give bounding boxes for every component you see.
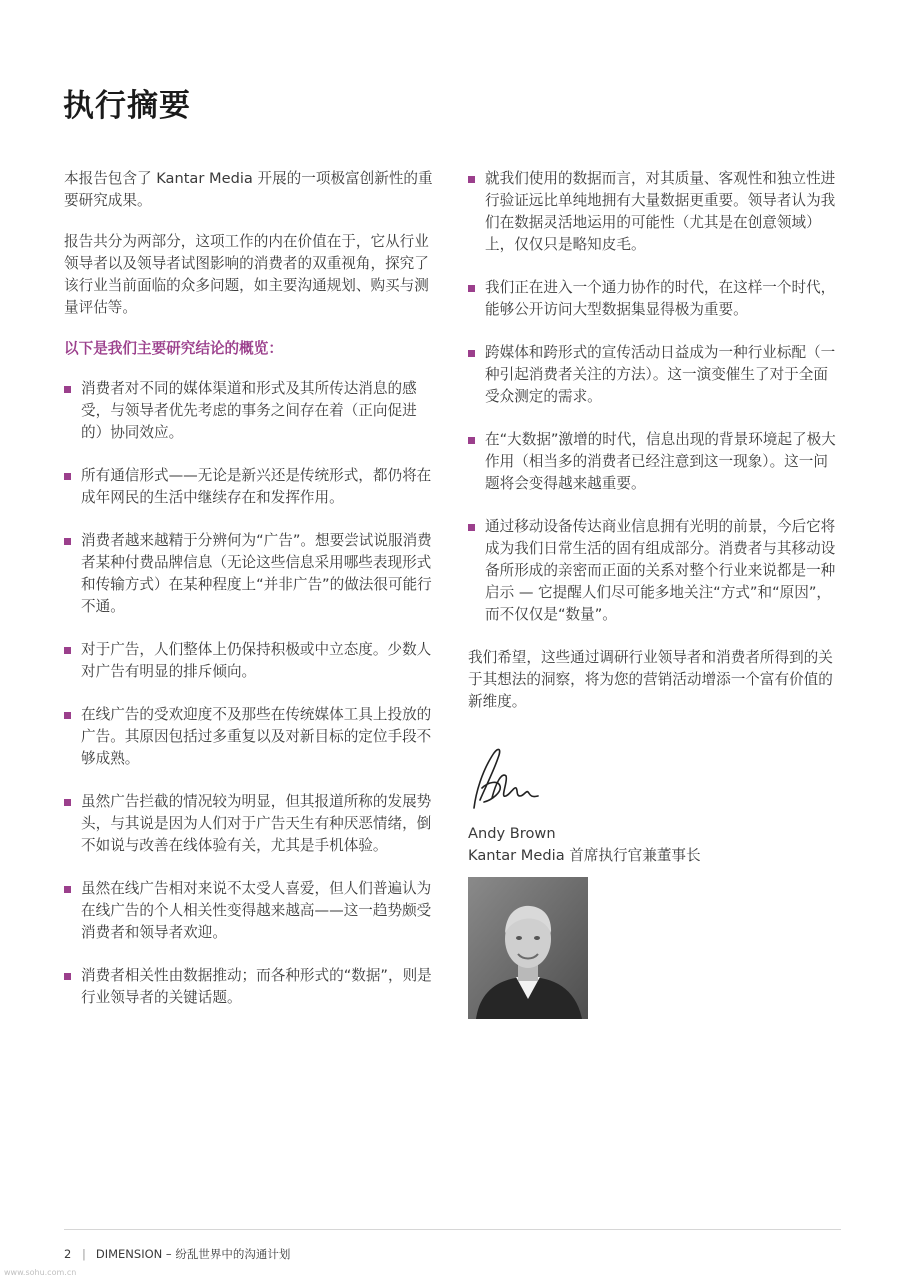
bullet-square-icon [64, 799, 71, 806]
list-item-text: 我们正在进入一个通力协作的时代，在这样一个时代，能够公开访问大型数据集显得极为重要。 [485, 279, 836, 318]
signature-icon [468, 742, 548, 814]
bullet-square-icon [64, 473, 71, 480]
list-item [468, 168, 838, 256]
closing-paragraph: 我们希望，这些通过调研行业领导者和消费者所得到的关于其想法的洞察，将为您的营销活动增添一个富有价值的新维度。 [468, 649, 833, 710]
footer [64, 1246, 290, 1262]
list-item-text: 跨媒体和跨形式的宣传活动日益成为一种行业标配（一种引起消费者关注的方法）。这一演变催生了对于全面受众测定的需求。 [485, 344, 836, 405]
right-column [468, 168, 838, 732]
bullet-square-icon [64, 886, 71, 893]
list-item-text: 消费者对不同的媒体渠道和形式及其所传达消息的感受，与领导者优先考虑的事务之间存在着（正向促进的）协同效应。 [81, 380, 417, 441]
list-item-text: 虽然在线广告相对来说不太受人喜爱，但人们普遍认为在线广告的个人相关性变得越来越高——这一趋势颇受消费者和领导者欢迎。 [81, 880, 432, 941]
list-item [64, 465, 434, 509]
bullet-square-icon [468, 285, 475, 292]
footer-separator: | [82, 1247, 86, 1261]
list-item [64, 378, 434, 444]
intro-paragraph: 本报告包含了 Kantar Media 开展的一项极富创新性的重要研究成果。 [64, 170, 433, 209]
footer-divider [64, 1229, 841, 1230]
list-item [468, 429, 838, 495]
list-item [64, 965, 434, 1009]
signer-title: Kantar Media 首席执行官兼董事长 [468, 847, 701, 864]
list-item-text: 所有通信形式——无论是新兴还是传统形式，都仍将在成年网民的生活中继续存在和发挥作用。 [81, 467, 432, 506]
list-item-text: 就我们使用的数据而言，对其质量、客观性和独立性进行验证远比单纯地拥有大量数据更重要。领导者认为我们在数据灵活地运用的可能性（尤其是在创意领域）上，仅仅只是略知皮毛。 [485, 170, 836, 253]
bullet-square-icon [468, 350, 475, 357]
bullet-square-icon [64, 386, 71, 393]
list-item [64, 639, 434, 683]
bullet-square-icon [64, 538, 71, 545]
publication-title: DIMENSION – 纷乱世界中的沟通计划 [95, 1247, 291, 1261]
bullet-square-icon [64, 973, 71, 980]
bullet-square-icon [468, 524, 475, 531]
list-item-text: 通过移动设备传达商业信息拥有光明的前景，今后它将成为我们日常生活的固有组成部分。消费者与其移动设备所形成的亲密而正面的关系对整个行业来说都是一种启示 — 它提醒人们尽可能多地关注“方式”和“原因”，而不仅仅是“数量”。 [485, 518, 836, 623]
list-item-text: 虽然广告拦截的情况较为明显，但其报道所称的发展势头，与其说是因为人们对于广告天生有种厌恶情绪，倒不如说与改善在线体验有关，尤其是手机体验。 [81, 793, 432, 854]
bullet-square-icon [64, 647, 71, 654]
findings-list-continued [468, 168, 838, 626]
list-item [64, 878, 434, 944]
bullet-square-icon [64, 712, 71, 719]
portrait-photo [468, 877, 588, 1019]
page-title: 执行摘要 [63, 88, 191, 124]
watermark: www.sohu.com.cn [4, 1268, 77, 1277]
list-item-text: 消费者越来越精于分辨何为“广告”。想要尝试说服消费者某种付费品牌信息（无论这些信息采用哪些表现形式和传输方式）在某种程度上“并非广告”的做法很可能行不通。 [81, 532, 432, 615]
list-item [64, 530, 434, 618]
page-number: 2 [64, 1247, 72, 1261]
findings-subheading: 以下是我们主要研究结论的概览： [64, 340, 283, 357]
intro-paragraph: 报告共分为两部分，这项工作的内在价值在于，它从行业领导者以及领导者试图影响的消费者的双重视角，探究了该行业当前面临的众多问题，如主要沟通规划、购买与测量评估等。 [64, 233, 429, 316]
list-item [468, 277, 838, 321]
bullet-square-icon [468, 176, 475, 183]
bullet-square-icon [468, 437, 475, 444]
list-item [64, 704, 434, 770]
list-item [468, 342, 838, 408]
findings-list [64, 378, 434, 1009]
list-item [468, 516, 838, 626]
list-item-text: 对于广告，人们整体上仍保持积极或中立态度。少数人对广告有明显的排斥倾向。 [81, 641, 432, 680]
list-item-text: 消费者相关性由数据推动；而各种形式的“数据”，则是行业领导者的关键话题。 [81, 967, 432, 1006]
list-item [64, 791, 434, 857]
left-column [64, 168, 434, 1030]
signer-name: Andy Brown [468, 825, 556, 842]
list-item-text: 在“大数据”激增的时代，信息出现的背景环境起了极大作用（相当多的消费者已经注意到这一现象）。这一问题将会变得越来越重要。 [485, 431, 836, 492]
list-item-text: 在线广告的受欢迎度不及那些在传统媒体工具上投放的广告。其原因包括过多重复以及对新目标的定位手段不够成熟。 [81, 706, 432, 767]
